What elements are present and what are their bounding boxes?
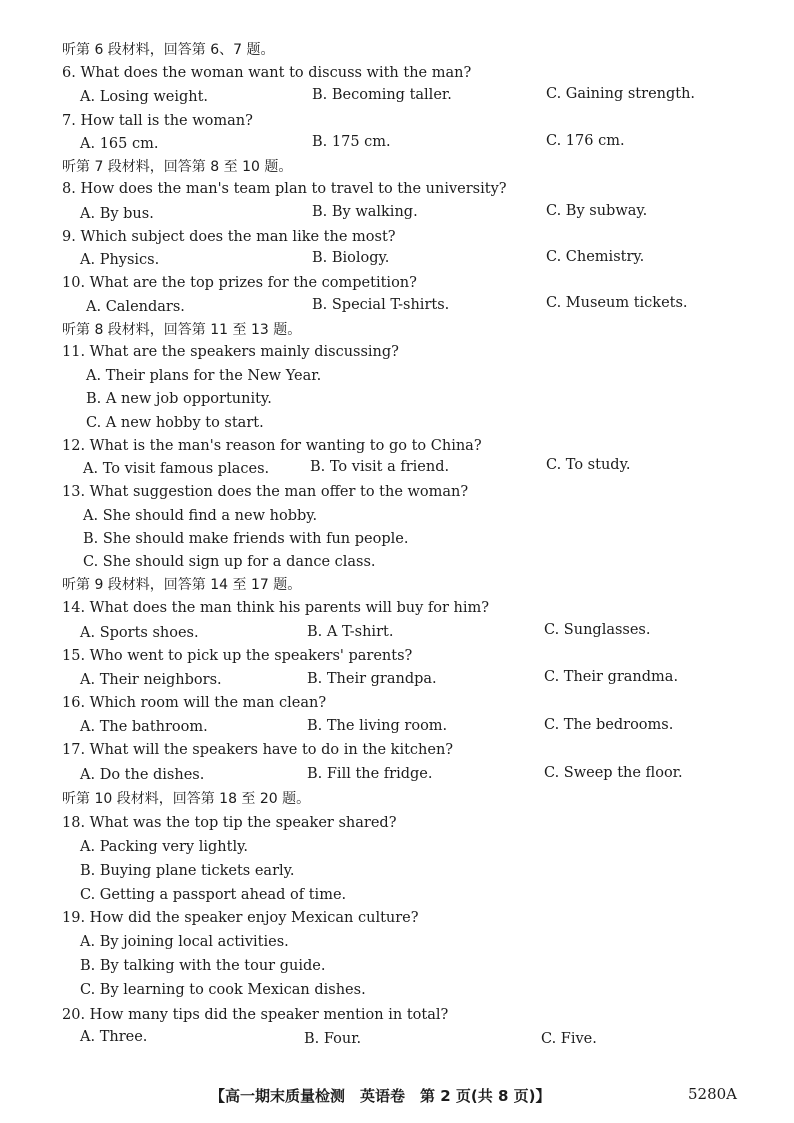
question-13-option-b: B. She should make friends with fun people. [83,531,409,547]
section-heading-7: 听第 7 段材料，回答第 8 至 10 题。 [62,159,293,175]
question-17-option-b: B. Fill the fridge. [307,766,433,782]
question-11-option-c: C. A new hobby to start. [86,415,264,431]
question-9-stem: 9. Which subject does the man like the most? [62,229,396,245]
section-heading-8: 听第 8 段材料，回答第 11 至 13 题。 [62,322,302,338]
question-19-option-c: C. By learning to cook Mexican dishes. [80,982,366,998]
section-heading-9: 听第 9 段材料，回答第 14 至 17 题。 [62,577,302,593]
question-10-option-c: C. Museum tickets. [546,295,688,311]
section-heading-6: 听第 6 段材料，回答第 6、7 题。 [62,42,275,58]
question-19-stem: 19. How did the speaker enjoy Mexican culture? [62,910,419,926]
question-13-option-a: A. She should find a new hobby. [83,508,318,524]
question-10-option-a: A. Calendars. [86,299,185,315]
question-6-stem: 6. What does the woman want to discuss with the man? [62,65,472,81]
question-8-option-a: A. By bus. [80,206,154,222]
question-18-stem: 18. What was the top tip the speaker shared? [62,815,397,831]
question-15-option-b: B. Their grandpa. [307,671,437,687]
question-9-option-a: A. Physics. [80,252,160,268]
question-15-option-c: C. Their grandma. [544,669,679,685]
question-12-option-c: C. To study. [546,457,631,473]
question-16-stem: 16. Which room will the man clean? [62,695,327,711]
question-18-option-c: C. Getting a passport ahead of time. [80,887,347,903]
question-6-option-c: C. Gaining strength. [546,86,696,102]
question-11-option-a: A. Their plans for the New Year. [86,368,322,384]
question-9-option-b: B. Biology. [312,250,390,266]
question-16-option-a: A. The bathroom. [80,719,208,735]
question-14-option-b: B. A T-shirt. [307,624,394,640]
question-12-option-a: A. To visit famous places. [83,461,270,477]
question-20-option-b: B. Four. [304,1031,362,1047]
question-11-stem: 11. What are the speakers mainly discussing? [62,344,399,360]
question-8-option-c: C. By subway. [546,203,648,219]
question-13-stem: 13. What suggestion does the man offer to the woman? [62,484,469,500]
question-6-option-b: B. Becoming taller. [312,87,452,103]
question-16-option-b: B. The living room. [307,718,448,734]
question-7-option-c: C. 176 cm. [546,133,625,149]
question-16-option-c: C. The bedrooms. [544,717,674,733]
question-15-option-a: A. Their neighbors. [80,672,222,688]
question-7-option-a: A. 165 cm. [80,136,159,152]
question-17-stem: 17. What will the speakers have to do in the kitchen? [62,742,454,758]
question-8-stem: 8. How does the man's team plan to travel to the university? [62,181,507,197]
question-20-option-a: A. Three. [80,1029,148,1045]
footer-title: 【高一期末质量检测 英语卷 第 2 页(共 8 页)】 [210,1087,551,1105]
question-10-stem: 10. What are the top prizes for the competition? [62,275,417,291]
question-6-option-a: A. Losing weight. [80,89,209,105]
question-17-option-c: C. Sweep the floor. [544,765,683,781]
question-14-option-c: C. Sunglasses. [544,622,651,638]
question-20-stem: 20. How many tips did the speaker mention in total? [62,1007,449,1023]
footer-code: 5280A [688,1085,738,1103]
question-18-option-b: B. Buying plane tickets early. [80,863,295,879]
question-11-option-b: B. A new job opportunity. [86,391,272,407]
question-7-stem: 7. How tall is the woman? [62,113,253,129]
question-18-option-a: A. Packing very lightly. [80,839,248,855]
question-12-option-b: B. To visit a friend. [310,459,450,475]
question-15-stem: 15. Who went to pick up the speakers' parents? [62,648,413,664]
question-14-stem: 14. What does the man think his parents will buy for him? [62,600,490,616]
question-20-option-c: C. Five. [541,1031,597,1047]
question-7-option-b: B. 175 cm. [312,134,391,150]
question-13-option-c: C. She should sign up for a dance class. [83,554,376,570]
question-19-option-b: B. By talking with the tour guide. [80,958,326,974]
question-12-stem: 12. What is the man's reason for wanting to go to China? [62,438,482,454]
question-10-option-b: B. Special T-shirts. [312,297,450,313]
question-19-option-a: A. By joining local activities. [80,934,289,950]
question-17-option-a: A. Do the dishes. [80,767,205,783]
question-14-option-a: A. Sports shoes. [80,625,199,641]
section-heading-10: 听第 10 段材料，回答第 18 至 20 题。 [62,791,311,807]
question-9-option-c: C. Chemistry. [546,249,645,265]
question-8-option-b: B. By walking. [312,204,418,220]
